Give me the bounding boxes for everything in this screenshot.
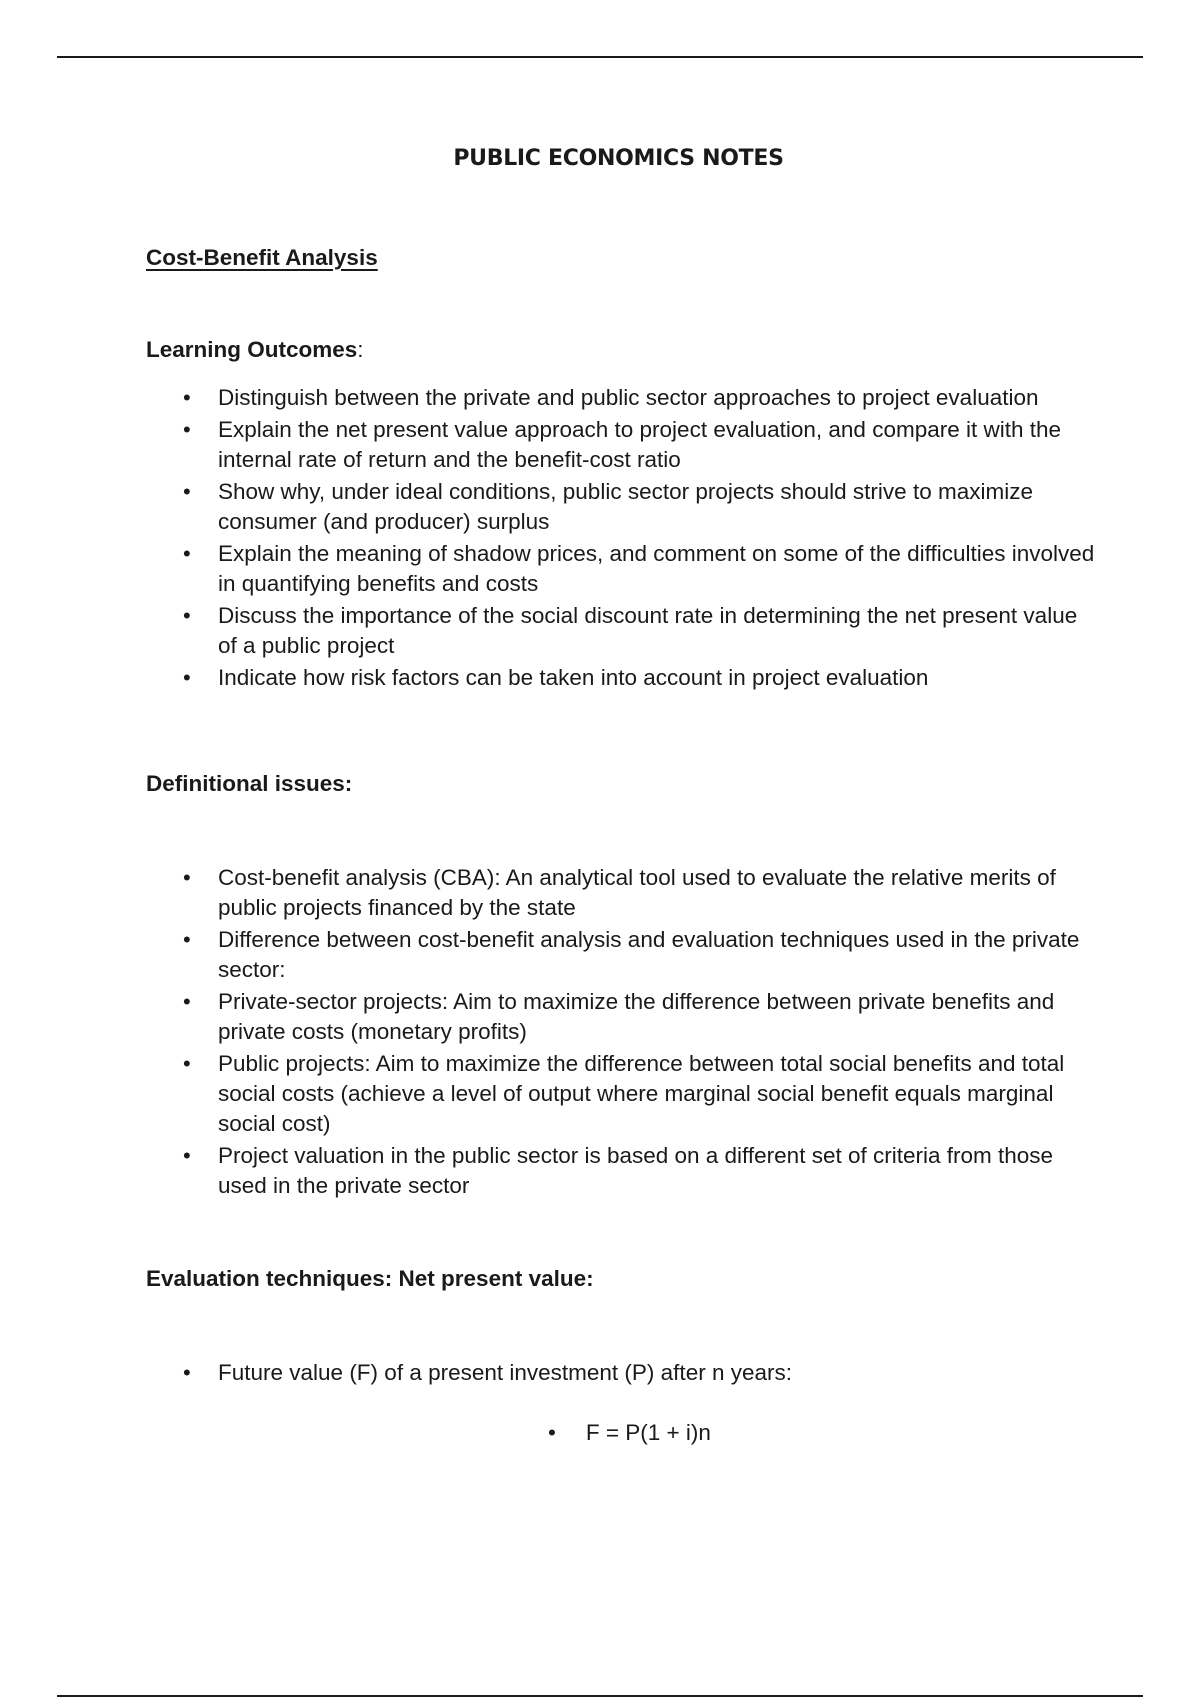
bullet-icon: • [183,989,191,1014]
bullet-icon: • [183,1051,191,1076]
bullet-icon: • [183,1143,191,1168]
list-item-text: Show why, under ideal conditions, public sector projects should strive to maximize consumer (and producer) surplus [218,479,1033,534]
list-item-text: Project valuation in the public sector is based on a different set of criteria from those used in the private sector [218,1143,1054,1198]
formula-text: F = P(1 + i)n [585,1420,711,1445]
list-item-text: Private-sector projects: Aim to maximize the difference between private benefits and private costs (monetary profits) [218,989,1055,1044]
list-item [146,539,1096,599]
section-heading: Cost-Benefit Analysis [146,245,378,270]
list-item-text: Public projects: Aim to maximize the difference between total social benefits and total social costs (achieve a level of output where marginal social benefit equals marginal social cost) [218,1051,1065,1136]
list-item [146,383,1096,413]
list-item-text: Indicate how risk factors can be taken into account in project evaluation [218,665,929,690]
list-item [146,863,1096,923]
list-item-text: Distinguish between the private and public sector approaches to project evaluation [218,385,1039,410]
list-item-text: Explain the meaning of shadow prices, and comment on some of the difficulties involved in quantifying benefits and costs [218,541,1095,596]
list-item-text: Future value (F) of a present investment (P) after n years: [218,1360,792,1385]
list-item [146,663,1096,693]
definitional-issues-list [146,863,1096,1203]
list-item-text: Discuss the importance of the social discount rate in determining the net present value of a public project [218,603,1078,658]
list-item [146,1358,1096,1388]
bullet-icon: • [183,927,191,952]
evaluation-techniques-heading: Evaluation techniques: Net present value: [146,1266,594,1291]
list-item [146,1049,1096,1139]
list-item [146,601,1096,661]
bottom-rule [57,1695,1143,1697]
list-item [146,925,1096,985]
bullet-icon: • [548,1420,556,1445]
formula-item [548,1420,711,1446]
bullet-icon: • [183,541,191,566]
list-item-text: Explain the net present value approach to project evaluation, and compare it with the internal rate of return and the benefit-cost ratio [218,417,1062,472]
bullet-icon: • [183,665,191,690]
bullet-icon: • [183,385,191,410]
top-rule [57,56,1143,58]
learning-outcomes-heading-text: Learning Outcomes [146,337,358,362]
list-item [146,1141,1096,1201]
bullet-icon: • [183,1360,191,1385]
list-item [146,415,1096,475]
list-item-text: Difference between cost-benefit analysis and evaluation techniques used in the private sector: [218,927,1080,982]
learning-outcomes-list [146,383,1096,695]
list-item [146,477,1096,537]
definitional-issues-heading: Definitional issues: [146,771,353,796]
page-title: PUBLIC ECONOMICS NOTES [453,146,784,171]
learning-outcomes-colon: : [357,337,364,362]
evaluation-techniques-list [146,1358,1096,1390]
bullet-icon: • [183,865,191,890]
bullet-icon: • [183,417,191,442]
list-item [146,987,1096,1047]
bullet-icon: • [183,479,191,504]
bullet-icon: • [183,603,191,628]
learning-outcomes-heading [146,337,364,363]
list-item-text: Cost-benefit analysis (CBA): An analytical tool used to evaluate the relative merits of public projects financed by the state [218,865,1056,920]
